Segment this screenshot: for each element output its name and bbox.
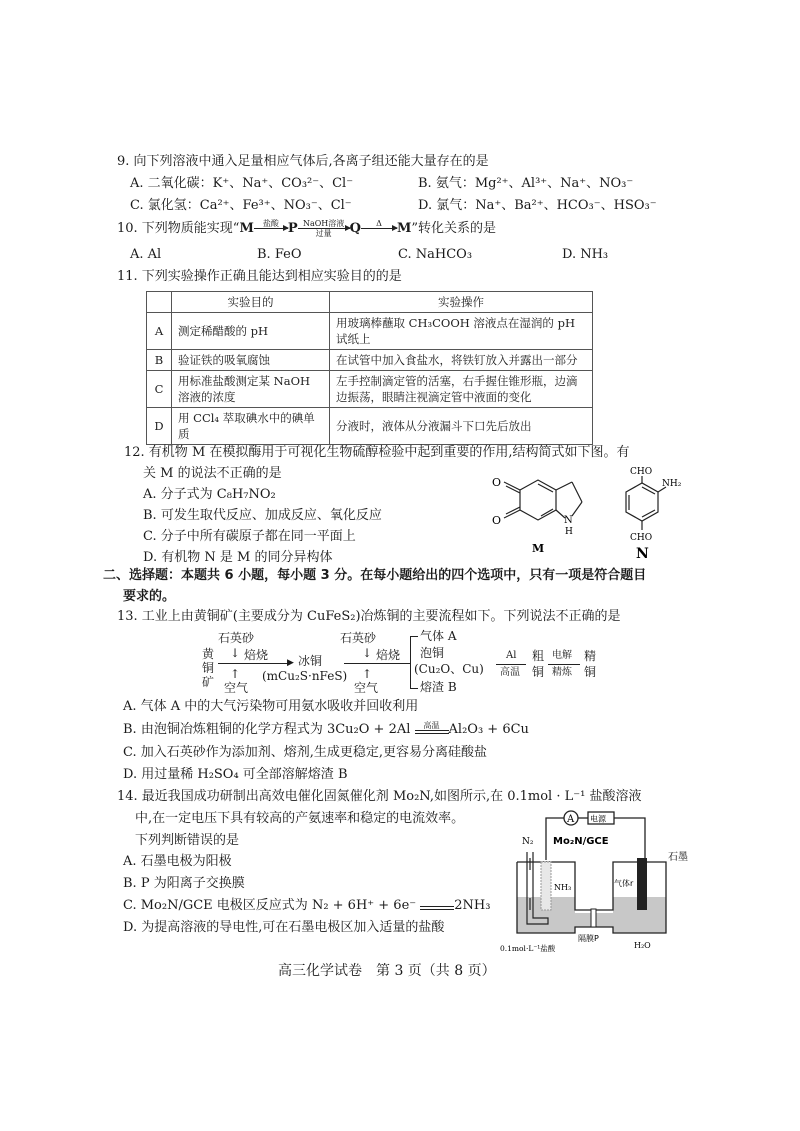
q12-stem-line1: 12. 有机物 M 在模拟酶用于可视化生物硫醇检验中起到重要的作用,结构简式如下图。有 — [124, 445, 630, 460]
table-header-row — [147, 292, 593, 313]
q9-option-d[interactable] — [418, 199, 657, 214]
nh3-label: NH₃ — [554, 883, 572, 892]
m-atom-h: H — [565, 527, 573, 537]
q9-option-d-label: D. 氯气： — [418, 198, 476, 213]
row-label: C — [147, 371, 172, 408]
q9-option-c[interactable] — [130, 199, 352, 214]
row-operation: 左手控制滴定管的活塞，右手握住锥形瓶，边滴边振荡，眼睛注视滴定管中液面的变化 — [330, 371, 593, 408]
molecule-m-label: M — [532, 542, 545, 555]
m-atom-o2: O — [492, 514, 502, 527]
q14-option-c-prefix: C. Mo₂N/GCE 电极区反应式为 N₂ + 6H⁺ + 6e⁻ — [123, 898, 421, 913]
flow-up-arrow-1: ↑ — [230, 667, 241, 681]
table-row[interactable] — [147, 371, 593, 408]
q10-Q: Q — [349, 221, 361, 236]
flow-matte: 冰铜 — [298, 654, 323, 668]
q13-stem: 13. 工业上由黄铜矿(主要成分为 CuFeS₂)冶炼铜的主要流程如下。下列说法不正确的是 — [117, 609, 621, 624]
table-header-operation: 实验操作 — [330, 292, 593, 313]
electrolysis-cell-diagram — [500, 810, 700, 955]
flow-arrow-1 — [218, 663, 290, 664]
q13-equals-high-temp — [415, 721, 449, 734]
q9-option-a-label: A. 二氧化碳： — [130, 176, 213, 191]
q10-M: M — [239, 221, 254, 236]
row-operation: 在试管中加入食盐水，将铁钉放入并露出一部分 — [330, 350, 593, 371]
q9-option-a[interactable] — [130, 177, 353, 192]
flow-air-2: 空气 — [354, 681, 379, 695]
q10-arrow-heat-label: Δ — [376, 219, 382, 228]
m-atom-o1: O — [492, 476, 502, 489]
q14-stem-line2: 中,在一定电压下具有较高的产氨速率和稳定的电流效率。 — [135, 811, 465, 826]
membrane-icon — [591, 909, 596, 927]
flow-crude-2: 铜 — [532, 665, 545, 679]
molecule-n-label: N — [636, 546, 649, 562]
mo2n-electrode — [541, 862, 551, 910]
flow-al-label: Al — [506, 650, 517, 661]
flow-branch-bottom — [410, 688, 418, 689]
flow-arrow-2 — [344, 663, 410, 664]
flow-arrow-4 — [548, 664, 580, 665]
flow-al-condition: 高温 — [500, 667, 520, 678]
q10-arrow-naoh-sub: 过量 — [315, 229, 332, 238]
q10-arrow-hcl-label: 盐酸 — [262, 219, 279, 228]
q10-option-b[interactable]: B. FeO — [257, 247, 302, 262]
ammeter-label: A — [567, 814, 575, 825]
table-header-label — [147, 292, 172, 313]
q13-option-b[interactable] — [123, 723, 529, 738]
flow-start-1: 黄 — [202, 647, 215, 661]
n2-label: N₂ — [522, 837, 534, 847]
table-row[interactable] — [147, 313, 593, 350]
flow-blister-formula: (Cu₂O、Cu) — [414, 662, 484, 676]
row-label: A — [147, 313, 172, 350]
gas-label: 气体r — [614, 879, 634, 888]
flow-quartz-2: 石英砂 — [340, 631, 377, 645]
q9-option-c-ions: Ca²⁺、Fe³⁺、NO₃⁻、Cl⁻ — [199, 198, 352, 213]
q10-stem-suffix: ”转化关系的是 — [411, 221, 496, 236]
q9-stem: 9. 向下列溶液中通入足量相应气体后,各离子组还能大量存在的是 — [117, 154, 489, 169]
electrode-label: Mo₂N/GCE — [553, 836, 609, 847]
q10-P: P — [287, 221, 298, 236]
table-row[interactable] — [147, 350, 593, 371]
row-operation: 用玻璃棒蘸取 CH₃COOH 溶液点在湿润的 pH 试纸上 — [330, 313, 593, 350]
q10-stem — [117, 219, 496, 238]
power-source-label: 电源 — [590, 814, 606, 824]
q10-M-final: M — [396, 221, 412, 236]
flow-crude-1: 粗 — [532, 649, 545, 663]
section-2-header-line1: 二、选择题：本题共 6 小题，每小题 3 分。在每小题给出的四个选项中，只有一项是符合题目 — [103, 568, 647, 583]
flow-elec-label: 电解 — [552, 650, 572, 661]
q14-option-c-suffix: 2NH₃ — [454, 898, 491, 913]
q13-option-b-suffix: Al₂O₃ + 6Cu — [448, 722, 529, 737]
q12-option-c[interactable]: C. 分子中所有碳原子都在同一平面上 — [143, 529, 356, 544]
flow-roast-2: 焙烧 — [376, 648, 401, 662]
q14-option-b[interactable]: B. P 为阳离子交换膜 — [123, 876, 245, 891]
flow-slag-b: 熔渣 B — [420, 680, 457, 694]
flow-quartz-1: 石英砂 — [218, 631, 255, 645]
flow-start-2: 铜 — [202, 661, 215, 675]
q9-option-a-ions: K⁺、Na⁺、CO₃²⁻、Cl⁻ — [212, 176, 354, 191]
flow-arrowhead-1: ▶ — [287, 658, 294, 668]
flow-start-3: 矿 — [202, 675, 215, 689]
page-footer: 高三化学试卷 第 3 页（共 8 页） — [278, 963, 496, 979]
flow-refined-1: 精 — [584, 649, 597, 663]
row-goal: 测定稀醋酸的 pH — [172, 313, 330, 350]
q12-stem-line2: 关 M 的说法不正确的是 — [143, 466, 282, 481]
q9-option-c-label: C. 氯化氢： — [130, 198, 200, 213]
q14-option-c[interactable] — [123, 899, 490, 914]
q10-option-d[interactable]: D. NH₃ — [562, 247, 609, 262]
graphite-label: 石墨 — [668, 852, 688, 863]
q13-option-d[interactable]: D. 用过量稀 H₂SO₄ 可全部溶解熔渣 B — [123, 767, 348, 782]
q9-option-d-ions: Na⁺、Ba²⁺、HCO₃⁻、HSO₃⁻ — [475, 198, 657, 213]
row-label: B — [147, 350, 172, 371]
q11-stem: 11. 下列实验操作正确且能达到相应实验目的的是 — [117, 269, 402, 284]
q13-option-a[interactable]: A. 气体 A 中的大气污染物可用氨水吸收并回收利用 — [123, 699, 419, 714]
flow-branch-top — [410, 636, 418, 637]
graphite-electrode — [637, 858, 647, 910]
n-group-nh2: NH₂ — [662, 479, 682, 489]
q9-option-b-label: B. 氨气： — [418, 176, 475, 191]
q12-option-d[interactable]: D. 有机物 N 是 M 的同分异构体 — [143, 550, 333, 565]
row-goal: 用标准盐酸测定某 NaOH 溶液的浓度 — [172, 371, 330, 408]
flow-branch-line — [410, 636, 411, 688]
q14-stem-line1: 14. 最近我国成功研制出高效电催化固氮催化剂 Mo₂N,如图所示,在 0.1mol · L⁻¹ 盐酸溶液 — [117, 789, 642, 804]
row-goal: 验证铁的吸氧腐蚀 — [172, 350, 330, 371]
flow-air-1: 空气 — [224, 681, 249, 695]
q14-equals-sign — [420, 897, 454, 910]
q13-option-b-prefix: B. 由泡铜冶炼粗铜的化学方程式为 3Cu₂O + 2Al — [123, 722, 415, 737]
n-group-cho-bottom: CHO — [630, 533, 653, 543]
n-group-cho-top: CHO — [630, 467, 653, 477]
q10-arrow-heat — [361, 219, 397, 238]
flow-matte-formula: (mCu₂S·nFeS) — [262, 669, 348, 683]
q12-option-a[interactable]: A. 分子式为 C₈H₇NO₂ — [143, 487, 276, 502]
row-goal: 用 CCl₄ 萃取碘水中的碘单质 — [172, 408, 330, 445]
q13-option-c[interactable]: C. 加入石英砂作为添加剂、熔剂,生成更稳定,更容易分离硅酸盐 — [123, 745, 488, 760]
q10-arrow-hcl — [254, 219, 288, 238]
flow-down-arrow-1: ↓ — [230, 646, 241, 660]
q13-process-flow — [200, 628, 600, 694]
q13-condition-high-temp: 高温 — [423, 721, 440, 730]
q14-option-d[interactable]: D. 为提高溶液的导电性,可在石墨电极区加入适量的盐酸 — [123, 920, 445, 935]
table-header-goal: 实验目的 — [172, 292, 330, 313]
flow-gas-a: 气体 A — [420, 629, 457, 643]
q14-stem-line3: 下列判断错误的是 — [135, 833, 240, 848]
q10-option-a[interactable]: A. Al — [130, 247, 162, 262]
flow-elec-condition: 精炼 — [552, 667, 572, 678]
right-solution-label: H₂O — [634, 941, 651, 950]
flow-roast-1: 焙烧 — [244, 648, 269, 662]
flow-arrow-3 — [496, 664, 526, 665]
q11-experiment-table — [146, 291, 593, 445]
q10-arrow-naoh-label: NaOH溶液 — [302, 219, 345, 228]
table-row[interactable] — [147, 408, 593, 445]
flow-refined-2: 铜 — [584, 665, 597, 679]
left-solution-label: 0.1mol·L⁻¹盐酸 — [500, 944, 556, 953]
section-2-header-line2: 要求的。 — [123, 589, 176, 604]
row-operation: 分液时，液体从分液漏斗下口先后放出 — [330, 408, 593, 445]
q10-stem-prefix: 10. 下列物质能实现“ — [117, 221, 240, 236]
q12-option-b[interactable]: B. 可发生取代反应、加成反应、氧化反应 — [143, 508, 382, 523]
membrane-label: 隔膜P — [578, 934, 599, 943]
q9-option-b[interactable] — [418, 177, 633, 192]
molecule-m-structure — [480, 470, 590, 556]
flow-blister: 泡铜 — [420, 646, 445, 660]
q14-option-a[interactable]: A. 石墨电极为阳极 — [123, 854, 232, 869]
flow-up-arrow-2: ↑ — [362, 667, 373, 681]
row-label: D — [147, 408, 172, 445]
q9-option-b-ions: Mg²⁺、Al³⁺、Na⁺、NO₃⁻ — [474, 176, 634, 191]
molecule-n-structure — [600, 464, 686, 564]
q10-option-c[interactable]: C. NaHCO₃ — [398, 247, 473, 262]
flow-down-arrow-2: ↓ — [362, 646, 373, 660]
m-atom-n: N — [564, 515, 573, 526]
q10-arrow-naoh — [298, 219, 350, 238]
